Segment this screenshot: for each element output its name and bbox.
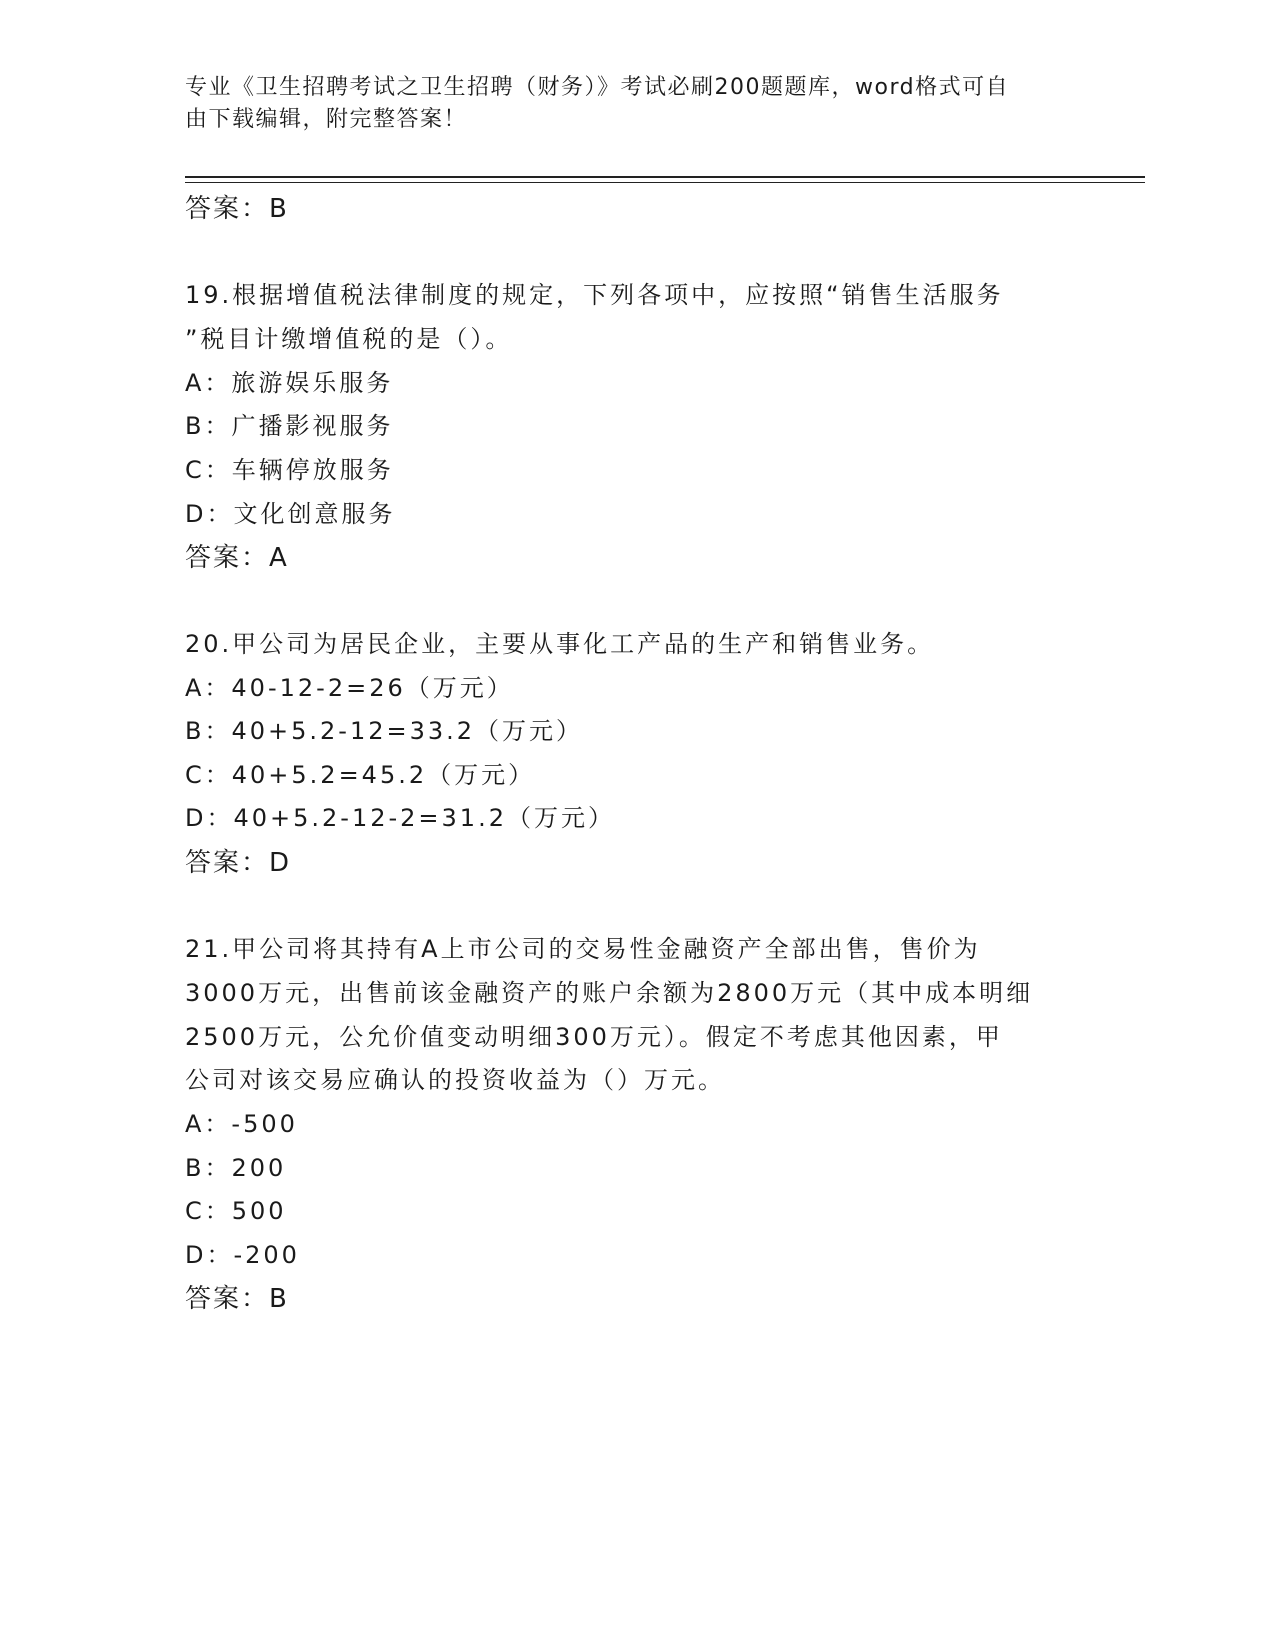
q19-stem-line-2: ”税目计缴增值税的是（）。 <box>185 325 513 353</box>
q21-stem-line-2: 3000万元，出售前该金融资产的账户余额为2800万元（其中成本明细 <box>185 979 1034 1007</box>
q21-option-b: B：200 <box>185 1154 287 1182</box>
previous-answer: 答案：B <box>185 194 289 224</box>
header-line-1: 专业《卫生招聘考试之卫生招聘（财务）》考试必刷200题题库，word格式可自 <box>185 75 1010 100</box>
q21-option-c: C：500 <box>185 1197 287 1225</box>
q20-option-d: D：40+5.2-12-2=31.2（万元） <box>185 804 615 832</box>
q19-option-b: B：广播影视服务 <box>185 412 394 440</box>
q19-option-c: C：车辆停放服务 <box>185 456 394 484</box>
header-divider-thick <box>185 176 1145 178</box>
q20-answer: 答案：D <box>185 848 292 878</box>
q21-option-d: D：-200 <box>185 1241 300 1269</box>
q19-answer: 答案：A <box>185 543 289 573</box>
q21-option-a: A：-500 <box>185 1110 298 1138</box>
q21-answer: 答案：B <box>185 1284 289 1314</box>
q21-stem-line-3: 2500万元，公允价值变动明细300万元）。假定不考虑其他因素，甲 <box>185 1023 1003 1051</box>
document-header <box>185 72 1065 136</box>
header-line-2: 由下载编辑，附完整答案！ <box>185 107 468 132</box>
header-divider-thin <box>185 182 1145 183</box>
q20-option-b: B：40+5.2-12=33.2（万元） <box>185 717 584 745</box>
q19-stem-line-1: 19.根据增值税法律制度的规定，下列各项中，应按照“销售生活服务 <box>185 281 1004 309</box>
q21-stem-line-1: 21.甲公司将其持有A上市公司的交易性金融资产全部出售，售价为 <box>185 935 981 963</box>
q20-option-a: A：40-12-2=26（万元） <box>185 674 514 702</box>
q20-option-c: C：40+5.2=45.2（万元） <box>185 761 536 789</box>
q19-option-a: A：旅游娱乐服务 <box>185 369 394 397</box>
q20-stem-line-1: 20.甲公司为居民企业，主要从事化工产品的生产和销售业务。 <box>185 630 935 658</box>
q19-option-d: D：文化创意服务 <box>185 500 396 528</box>
q21-stem-line-4: 公司对该交易应确认的投资收益为（）万元。 <box>185 1066 725 1094</box>
